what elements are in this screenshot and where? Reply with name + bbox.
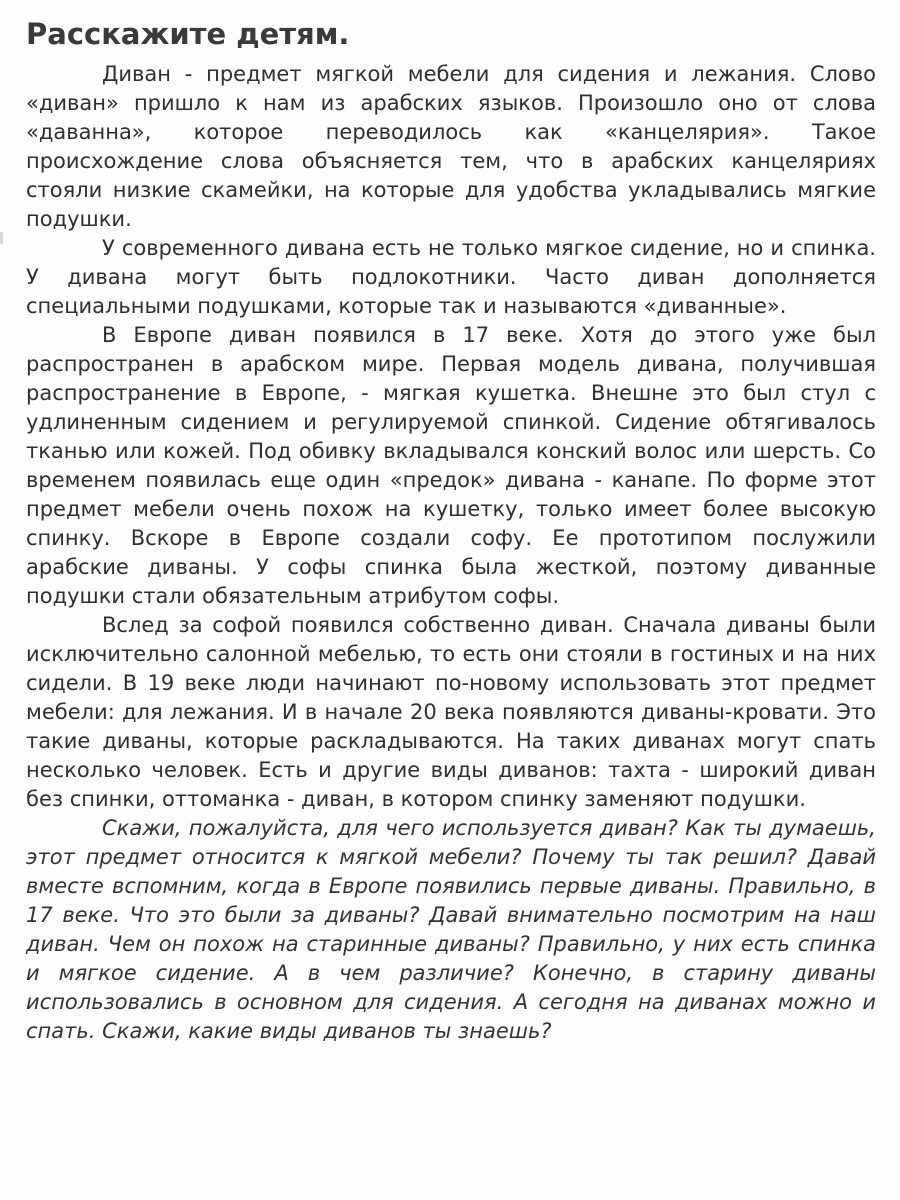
page-title: Расскажите детям. [26,17,350,51]
paragraph-europe-history: В Европе диван появился в 17 веке. Хотя до этого уже был распространен в арабском мире. Первая модель дивана, получившая распространение в Европе, - мягкая кушетка. Внешне это был стул с удлиненным сидением и регулируемой спинкой. Сидение обтягивалось тканью или кожей. Под обивку вкладывался конский волос или шерсть. Со временем появилась еще один «предок» дивана - канапе. По форме этот предмет мебели очень похож на кушетку, только имеет более высокую спинку. Вскоре в Европе создали софу. Ее прототипом послужили арабские диваны. У софы спинка была жесткой, поэтому диванные подушки стали обязательным атрибутом софы. [26,323,876,608]
page-edge-mark [0,232,3,244]
questions-paragraph: Скажи, пожалуйста, для чего используется диван? Как ты думаешь, этот предмет относится к мягкой мебели? Почему ты так решил? Давай вместе вспомним, когда в Европе появились первые диваны. Правильно, в 17 веке. Что это были за диваны? Давай внимательно посмотрим на наш диван. Чем он похож на старинные диваны? Правильно, у них есть спинка и мягкое сидение. А в чем различие? Конечно, в старину диваны использовались в основном для сидения. А сегодня на диванах можно и спать. Скажи, какие виды диванов ты знаешь? [26,816,876,1043]
paragraph-sofa-evolution: Вслед за софой появился собственно диван. Сначала диваны были исключительно салонной мебелью, то есть они стояли в гостиных и на них сидели. В 19 веке люди начинают по-новому использовать этот предмет мебели: для лежания. И в начале 20 века появляются диваны-кровати. Это такие диваны, которые раскладываются. На таких диванах могут спать несколько человек. Есть и другие виды диванов: тахта - широкий диван без спинки, оттоманка - диван, в котором спинку заменяют подушки. [26,613,876,811]
paragraph-modern-sofa: У современного дивана есть не только мягкое сидение, но и спинка. У дивана могут быть подлокотники. Часто диван дополняется специальными подушками, которые так и называются «диванные». [26,236,876,318]
paragraph-etymology: Диван - предмет мягкой мебели для сидения и лежания. Слово «диван» пришло к нам из арабских языков. Произошло оно от слова «даванна», которое переводилось как «канцелярия». Такое происхождение слова объясняется тем, что в арабских канцеляриях стояли низкие скамейки, на которые для удобства укладывались мягкие подушки. [26,62,876,231]
